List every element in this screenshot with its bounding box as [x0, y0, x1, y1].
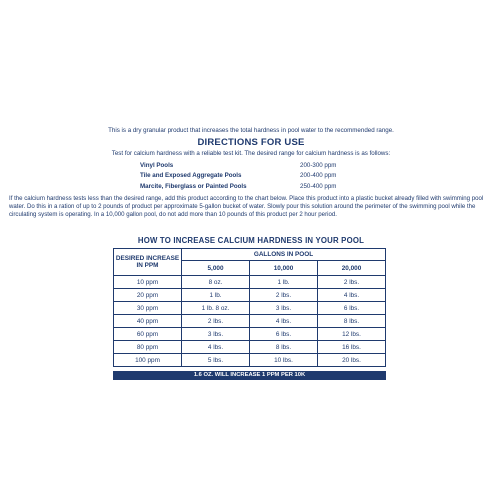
amount-cell: 12 lbs.	[318, 328, 386, 341]
amount-cell: 6 lbs.	[250, 328, 318, 341]
directions-title: DIRECTIONS FOR USE	[197, 137, 305, 148]
amount-cell: 8 lbs.	[250, 341, 318, 354]
table-footer-note: 1.6 OZ. WILL INCREASE 1 PPM PER 10K	[113, 371, 386, 380]
range-row	[140, 171, 370, 182]
ppm-cell: 10 ppm	[114, 276, 182, 289]
range-row	[140, 160, 370, 171]
intro-text: This is a dry granular product that increases the total hardness in pool water to the recommended range.	[108, 127, 394, 134]
table-row	[114, 328, 386, 341]
ppm-range: 250-400 ppm	[300, 182, 337, 190]
ppm-range: 200-400 ppm	[300, 172, 337, 180]
amount-cell: 2 lbs.	[318, 276, 386, 289]
capacity-header: 10,000	[250, 261, 318, 276]
capacity-header: 20,000	[318, 261, 386, 276]
ppm-cell: 60 ppm	[114, 328, 182, 341]
amount-cell: 4 lbs.	[318, 289, 386, 302]
gallons-header: GALLONS IN POOL	[182, 249, 386, 261]
dosage-table	[113, 248, 386, 367]
table-row	[114, 289, 386, 302]
amount-cell: 1 lb.	[182, 289, 250, 302]
amount-cell: 8 oz.	[182, 276, 250, 289]
table-header-row	[114, 249, 386, 261]
amount-cell: 5 lbs.	[182, 354, 250, 367]
capacity-header: 5,000	[182, 261, 250, 276]
table-title: HOW TO INCREASE CALCIUM HARDNESS IN YOUR POOL	[137, 236, 365, 245]
amount-cell: 2 lbs.	[250, 289, 318, 302]
table-row	[114, 315, 386, 328]
ppm-cell: 20 ppm	[114, 289, 182, 302]
amount-cell: 3 lbs.	[182, 328, 250, 341]
amount-cell: 2 lbs.	[182, 315, 250, 328]
table-row	[114, 276, 386, 289]
ppm-cell: 80 ppm	[114, 341, 182, 354]
table-row	[114, 302, 386, 315]
pool-type: Tile and Exposed Aggregate Pools	[140, 172, 242, 180]
amount-cell: 6 lbs.	[318, 302, 386, 315]
amount-cell: 16 lbs.	[318, 341, 386, 354]
instructions-paragraph: If the calcium hardness tests less than the desired range, add this product according to the chart below. Place this product into a plastic bucket already filled with swimming pool water. Do this in a ration of up to 2 pounds of product per approximate 5-gallon bucket of water. Slowly pour this solution around the perimeter of the swimming pool while the circulating system is operating. In a 10,000 gallon pool, do not add more than 10 pounds of this product per 2 hour period.	[9, 195, 484, 219]
table-row	[114, 341, 386, 354]
amount-cell: 4 lbs.	[182, 341, 250, 354]
amount-cell: 10 lbs.	[250, 354, 318, 367]
desired-increase-header: DESIRED INCREASE IN PPM	[114, 249, 182, 276]
ppm-cell: 100 ppm	[114, 354, 182, 367]
hardness-ranges-list	[140, 160, 370, 192]
ppm-cell: 30 ppm	[114, 302, 182, 315]
amount-cell: 1 lb. 8 oz.	[182, 302, 250, 315]
ppm-range: 200-300 ppm	[300, 161, 337, 169]
amount-cell: 8 lbs.	[318, 315, 386, 328]
test-instruction: Test for calcium hardness with a reliable test kit. The desired range for calcium hardness is as follows:	[111, 150, 391, 157]
amount-cell: 3 lbs.	[250, 302, 318, 315]
range-row	[140, 181, 370, 192]
table-row	[114, 354, 386, 367]
amount-cell: 20 lbs.	[318, 354, 386, 367]
pool-type: Marcite, Fiberglass or Painted Pools	[140, 182, 247, 190]
amount-cell: 4 lbs.	[250, 315, 318, 328]
pool-type: Vinyl Pools	[140, 161, 174, 169]
ppm-cell: 40 ppm	[114, 315, 182, 328]
amount-cell: 1 lb.	[250, 276, 318, 289]
